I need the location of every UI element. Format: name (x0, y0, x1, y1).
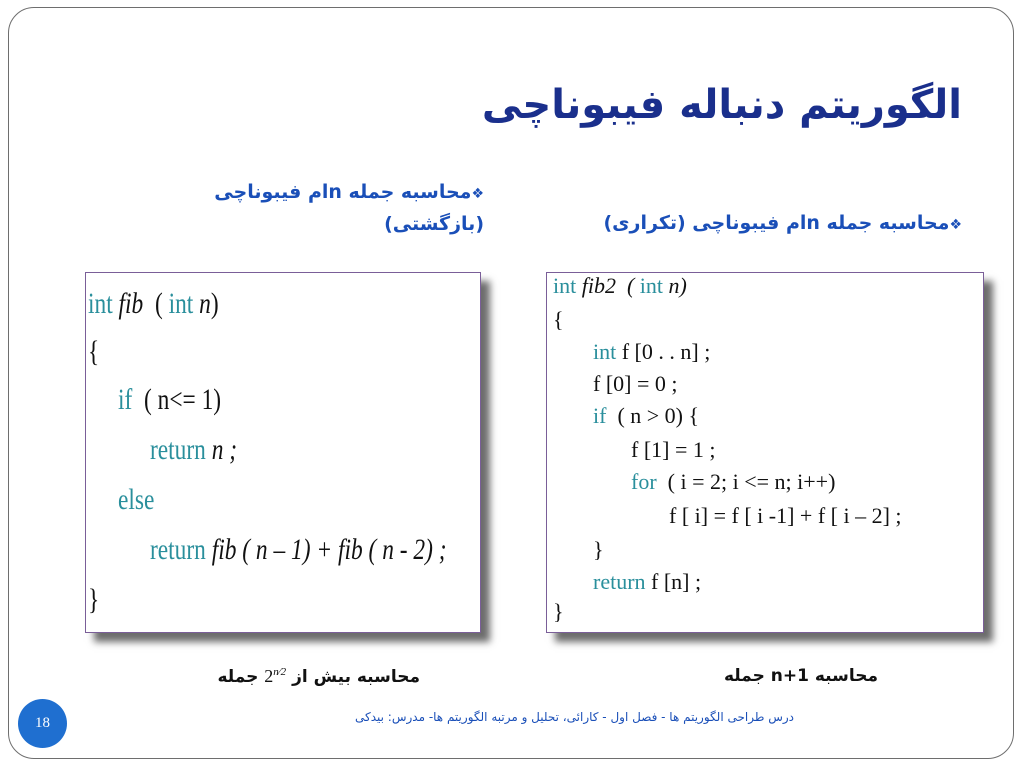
iterative-heading-text: محاسبه جمله nام فیبوناچی (تکراری) (603, 212, 950, 234)
code-line-3: if ( n<= 1) (118, 383, 222, 416)
iterative-caption: محاسبه n+1 جمله (723, 666, 878, 686)
footer-text: درس طراحی الگوریتم ها - فصل اول - کارائی، تحلیل و مرتبه الگوریتم ها- مدرس: بیدکی (355, 710, 794, 724)
code-line-7: for ( i = 2; i <= n; i++) (631, 469, 836, 494)
code-line-5: if ( n > 0) { (593, 403, 700, 428)
recursive-heading-line1: محاسبه جمله nام فیبوناچی (214, 181, 472, 203)
slide-title: الگوریتم دنباله فیبوناچی (481, 82, 962, 128)
code-line-6: f [1] = 1 ; (631, 437, 716, 462)
bullet-icon: ❖ (949, 217, 962, 233)
code-line-11: } (553, 599, 564, 624)
code-line-1: int fib ( int n) (88, 287, 219, 320)
code-line-6: return fib ( n – 1) + fib ( n - 2) ; (150, 533, 447, 566)
iterative-code-box (546, 272, 984, 633)
code-line-10: return f [n] ; (593, 569, 702, 594)
iterative-heading (603, 208, 962, 240)
code-line-4: f [0] = 0 ; (593, 371, 678, 396)
page-number-badge: 18 (18, 699, 67, 748)
code-line-2: { (553, 307, 564, 332)
code-line-8: f [ i] = f [ i -1] + f [ i – 2] ; (669, 503, 902, 528)
code-line-5: else (118, 483, 155, 516)
code-line-4: return n ; (150, 433, 238, 466)
recursive-caption: محاسبه بیش از $2^{n⁄2}$ جمله (217, 666, 420, 687)
exponent-expression: $2^{n⁄2}$ (264, 666, 287, 686)
code-line-1: int fib2 ( int n) (553, 273, 687, 298)
recursive-heading (214, 177, 484, 239)
code-line-3: int f [0 . . n] ; (593, 339, 711, 364)
code-line-2: { (88, 335, 100, 368)
code-line-9: } (593, 537, 604, 562)
bullet-icon: ❖ (471, 186, 484, 202)
recursive-code-box (85, 272, 481, 633)
recursive-heading-line2: (بازگشتی) (384, 213, 484, 235)
code-line-7: } (88, 583, 100, 616)
